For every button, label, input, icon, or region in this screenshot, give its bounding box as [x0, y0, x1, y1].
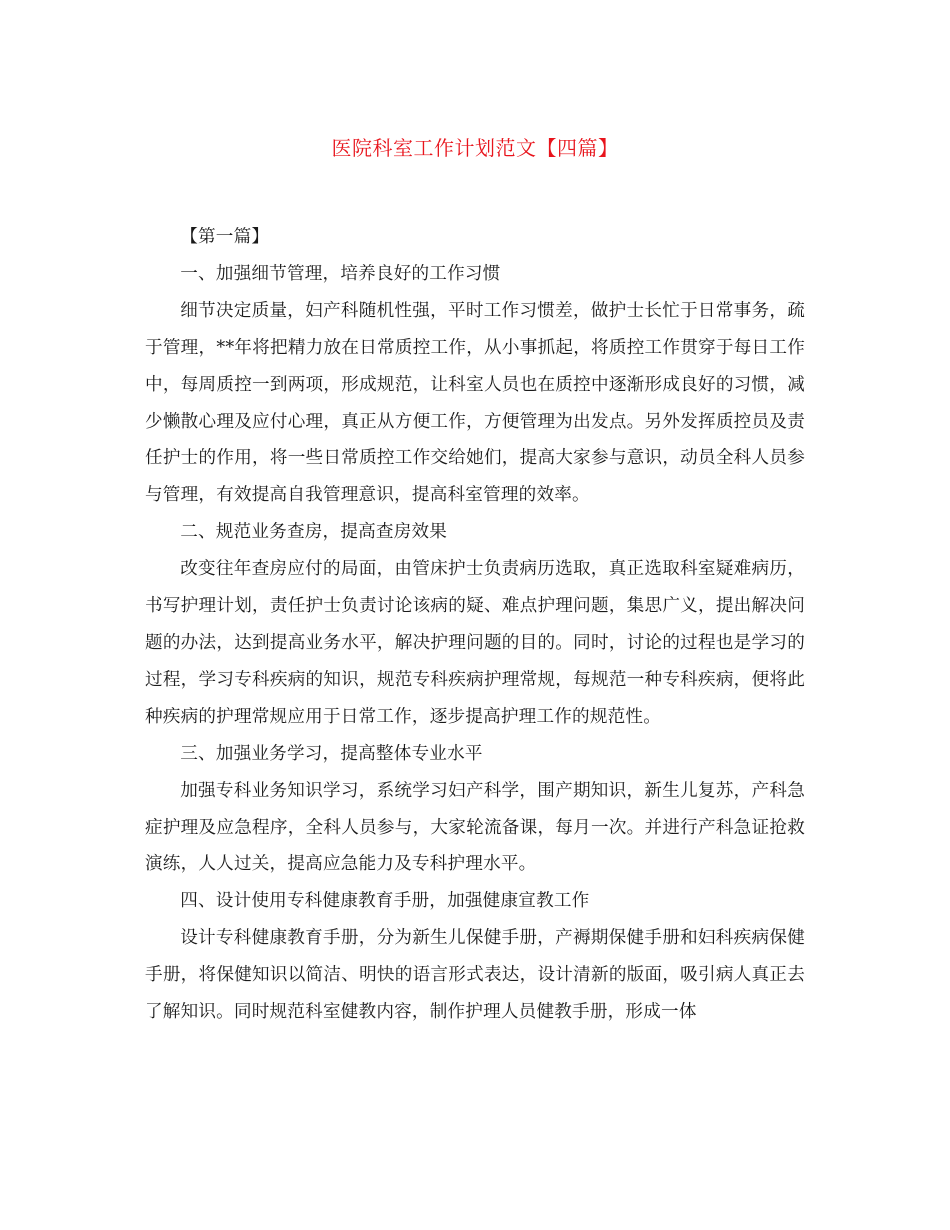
section-label: 【第一篇】	[180, 227, 270, 247]
document-title: 医院科室工作计划范文【四篇】	[331, 136, 619, 160]
heading-4: 四、设计使用专科健康教育手册，加强健康宣教工作	[180, 891, 590, 912]
heading-1: 一、加强细节管理，培养良好的工作习惯	[180, 263, 501, 284]
heading-2: 二、规范业务查房，提高查房效果	[180, 522, 448, 543]
paragraph-4: 设计专科健康教育手册，分为新生儿保健手册，产褥期保健手册和妇科疾病保健手册，将保健知识以简洁、明快的语言形式表达，设计清新的版面，吸引病人真正去了解知识。同时规范科室健教内容，制作护理人员健教手册，形成一体	[145, 928, 805, 1023]
document-body	[145, 219, 805, 1031]
paragraph-2: 改变往年查房应付的局面，由管床护士负责病历选取，真正选取科室疑难病历，书写护理计划，责任护士负责讨论该病的疑、难点护理问题，集思广义，提出解决问题的办法，达到提高业务水平，解决护理问题的目的。同时，讨论的过程也是学习的过程，学习专科疾病的知识，规范专科疾病护理常规，每规范一种专科疾病，便将此种疾病的护理常规应用于日常工作，逐步提高护理工作的规范性。	[145, 559, 805, 727]
heading-3: 三、加强业务学习，提高整体专业水平	[180, 743, 483, 764]
paragraph-3: 加强专科业务知识学习，系统学习妇产科学，围产期知识，新生儿复苏，产科急症护理及应急程序，全科人员参与，大家轮流备课，每月一次。并进行产科急证抢救演练，人人过关，提高应急能力及专科护理水平。	[145, 780, 805, 875]
paragraph-1: 细节决定质量，妇产科随机性强，平时工作习惯差，做护士长忙于日常事务，疏于管理，**年将把精力放在日常质控工作，从小事抓起，将质控工作贯穿于每日工作中，每周质控一到两项，形成规范，让科室人员也在质控中逐渐形成良好的习惯，减少懒散心理及应付心理，真正从方便工作，方便管理为出发点。另外发挥质控员及责任护士的作用，将一些日常质控工作交给她们，提高大家参与意识，动员全科人员参与管理，有效提高自我管理意识，提高科室管理的效率。	[145, 300, 805, 506]
